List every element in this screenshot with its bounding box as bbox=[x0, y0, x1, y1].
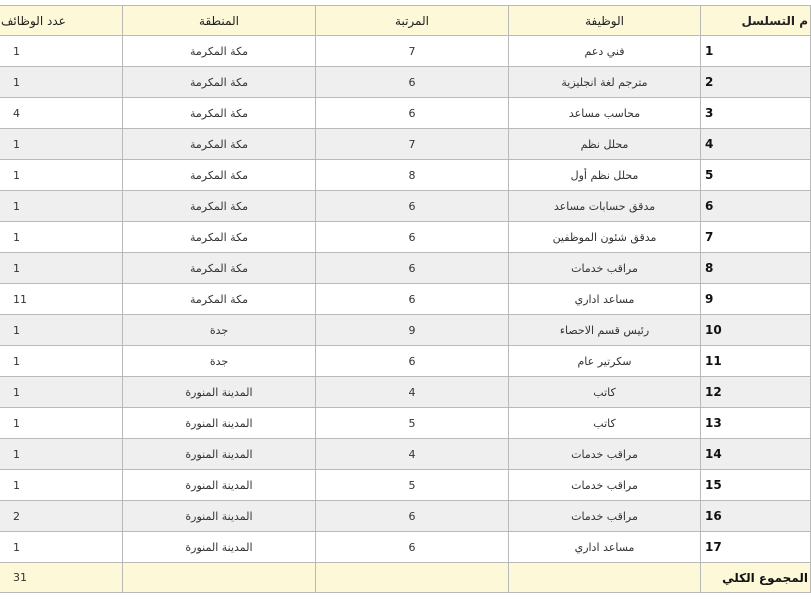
table-row bbox=[0, 67, 811, 98]
cell-serial: 12 bbox=[701, 377, 811, 408]
cell-region: المدينة المنورة bbox=[123, 377, 316, 408]
cell-job: محلل نظم أول bbox=[509, 160, 701, 191]
cell-serial: 15 bbox=[701, 470, 811, 501]
cell-rank: 9 bbox=[316, 315, 509, 346]
cell-serial: 14 bbox=[701, 439, 811, 470]
cell-count: 1 bbox=[0, 346, 123, 377]
cell-count: 11 bbox=[0, 284, 123, 315]
cell-count: 1 bbox=[0, 129, 123, 160]
header-job: الوظيفة bbox=[509, 6, 701, 36]
cell-region: المدينة المنورة bbox=[123, 439, 316, 470]
total-empty-rank bbox=[316, 563, 509, 593]
cell-region: المدينة المنورة bbox=[123, 408, 316, 439]
cell-job: مدقق حسابات مساعد bbox=[509, 191, 701, 222]
cell-region: المدينة المنورة bbox=[123, 532, 316, 563]
cell-serial: 11 bbox=[701, 346, 811, 377]
cell-rank: 4 bbox=[316, 377, 509, 408]
cell-job: سكرتير عام bbox=[509, 346, 701, 377]
table-header-row bbox=[0, 6, 811, 36]
cell-rank: 6 bbox=[316, 67, 509, 98]
cell-rank: 7 bbox=[316, 36, 509, 67]
cell-job: محلل نظم bbox=[509, 129, 701, 160]
cell-count: 1 bbox=[0, 439, 123, 470]
cell-region: مكة المكرمة bbox=[123, 160, 316, 191]
cell-region: مكة المكرمة bbox=[123, 129, 316, 160]
table-body bbox=[0, 36, 811, 563]
cell-region: المدينة المنورة bbox=[123, 501, 316, 532]
cell-rank: 6 bbox=[316, 98, 509, 129]
cell-job: كاتب bbox=[509, 408, 701, 439]
cell-region: جدة bbox=[123, 346, 316, 377]
table-row bbox=[0, 377, 811, 408]
header-region: المنطقة bbox=[123, 6, 316, 36]
cell-count: 2 bbox=[0, 501, 123, 532]
cell-job: مراقب خدمات bbox=[509, 470, 701, 501]
table-row bbox=[0, 160, 811, 191]
cell-rank: 6 bbox=[316, 222, 509, 253]
cell-rank: 5 bbox=[316, 470, 509, 501]
cell-count: 1 bbox=[0, 315, 123, 346]
cell-serial: 13 bbox=[701, 408, 811, 439]
cell-serial: 7 bbox=[701, 222, 811, 253]
cell-count: 4 bbox=[0, 98, 123, 129]
header-serial: م التسلسل bbox=[701, 6, 811, 36]
total-row bbox=[0, 563, 811, 593]
cell-count: 1 bbox=[0, 67, 123, 98]
cell-region: مكة المكرمة bbox=[123, 98, 316, 129]
cell-region: مكة المكرمة bbox=[123, 191, 316, 222]
table-row bbox=[0, 36, 811, 67]
cell-region: المدينة المنورة bbox=[123, 470, 316, 501]
table-row bbox=[0, 346, 811, 377]
cell-job: مراقب خدمات bbox=[509, 501, 701, 532]
table-row bbox=[0, 222, 811, 253]
cell-serial: 9 bbox=[701, 284, 811, 315]
header-rank: المرتبة bbox=[316, 6, 509, 36]
total-count: 31 bbox=[0, 563, 123, 593]
table-row bbox=[0, 501, 811, 532]
cell-serial: 5 bbox=[701, 160, 811, 191]
cell-count: 1 bbox=[0, 253, 123, 284]
cell-region: مكة المكرمة bbox=[123, 36, 316, 67]
cell-serial: 2 bbox=[701, 67, 811, 98]
cell-count: 1 bbox=[0, 222, 123, 253]
cell-serial: 6 bbox=[701, 191, 811, 222]
total-empty-region bbox=[123, 563, 316, 593]
cell-rank: 4 bbox=[316, 439, 509, 470]
cell-serial: 10 bbox=[701, 315, 811, 346]
table-row bbox=[0, 408, 811, 439]
cell-count: 1 bbox=[0, 532, 123, 563]
cell-rank: 7 bbox=[316, 129, 509, 160]
cell-count: 1 bbox=[0, 470, 123, 501]
cell-rank: 6 bbox=[316, 532, 509, 563]
cell-rank: 6 bbox=[316, 253, 509, 284]
table-row bbox=[0, 532, 811, 563]
cell-region: مكة المكرمة bbox=[123, 284, 316, 315]
table-row bbox=[0, 284, 811, 315]
cell-job: محاسب مساعد bbox=[509, 98, 701, 129]
cell-count: 1 bbox=[0, 191, 123, 222]
cell-region: مكة المكرمة bbox=[123, 253, 316, 284]
table-row bbox=[0, 98, 811, 129]
cell-job: كاتب bbox=[509, 377, 701, 408]
cell-job: رئيس قسم الاحصاء bbox=[509, 315, 701, 346]
cell-count: 1 bbox=[0, 377, 123, 408]
cell-serial: 17 bbox=[701, 532, 811, 563]
cell-serial: 16 bbox=[701, 501, 811, 532]
jobs-table-container bbox=[0, 5, 808, 593]
cell-region: مكة المكرمة bbox=[123, 222, 316, 253]
table-row bbox=[0, 315, 811, 346]
jobs-table bbox=[0, 5, 811, 593]
header-count: عدد الوظائف bbox=[0, 6, 123, 36]
cell-rank: 5 bbox=[316, 408, 509, 439]
cell-job: مترجم لغة انجليزية bbox=[509, 67, 701, 98]
cell-rank: 6 bbox=[316, 346, 509, 377]
cell-region: جدة bbox=[123, 315, 316, 346]
cell-job: مساعد اداري bbox=[509, 284, 701, 315]
cell-count: 1 bbox=[0, 408, 123, 439]
cell-serial: 1 bbox=[701, 36, 811, 67]
cell-serial: 3 bbox=[701, 98, 811, 129]
cell-rank: 6 bbox=[316, 501, 509, 532]
cell-serial: 8 bbox=[701, 253, 811, 284]
table-row bbox=[0, 191, 811, 222]
cell-job: مدقق شئون الموظفين bbox=[509, 222, 701, 253]
cell-job: مساعد اداري bbox=[509, 532, 701, 563]
cell-rank: 6 bbox=[316, 284, 509, 315]
total-label: المجموع الكلي bbox=[701, 563, 811, 593]
cell-job: مراقب خدمات bbox=[509, 253, 701, 284]
cell-rank: 6 bbox=[316, 191, 509, 222]
cell-job: فني دعم bbox=[509, 36, 701, 67]
cell-rank: 8 bbox=[316, 160, 509, 191]
cell-region: مكة المكرمة bbox=[123, 67, 316, 98]
cell-serial: 4 bbox=[701, 129, 811, 160]
table-row bbox=[0, 129, 811, 160]
total-empty-job bbox=[509, 563, 701, 593]
cell-count: 1 bbox=[0, 36, 123, 67]
cell-count: 1 bbox=[0, 160, 123, 191]
cell-job: مراقب خدمات bbox=[509, 439, 701, 470]
table-row bbox=[0, 439, 811, 470]
table-row bbox=[0, 470, 811, 501]
table-row bbox=[0, 253, 811, 284]
